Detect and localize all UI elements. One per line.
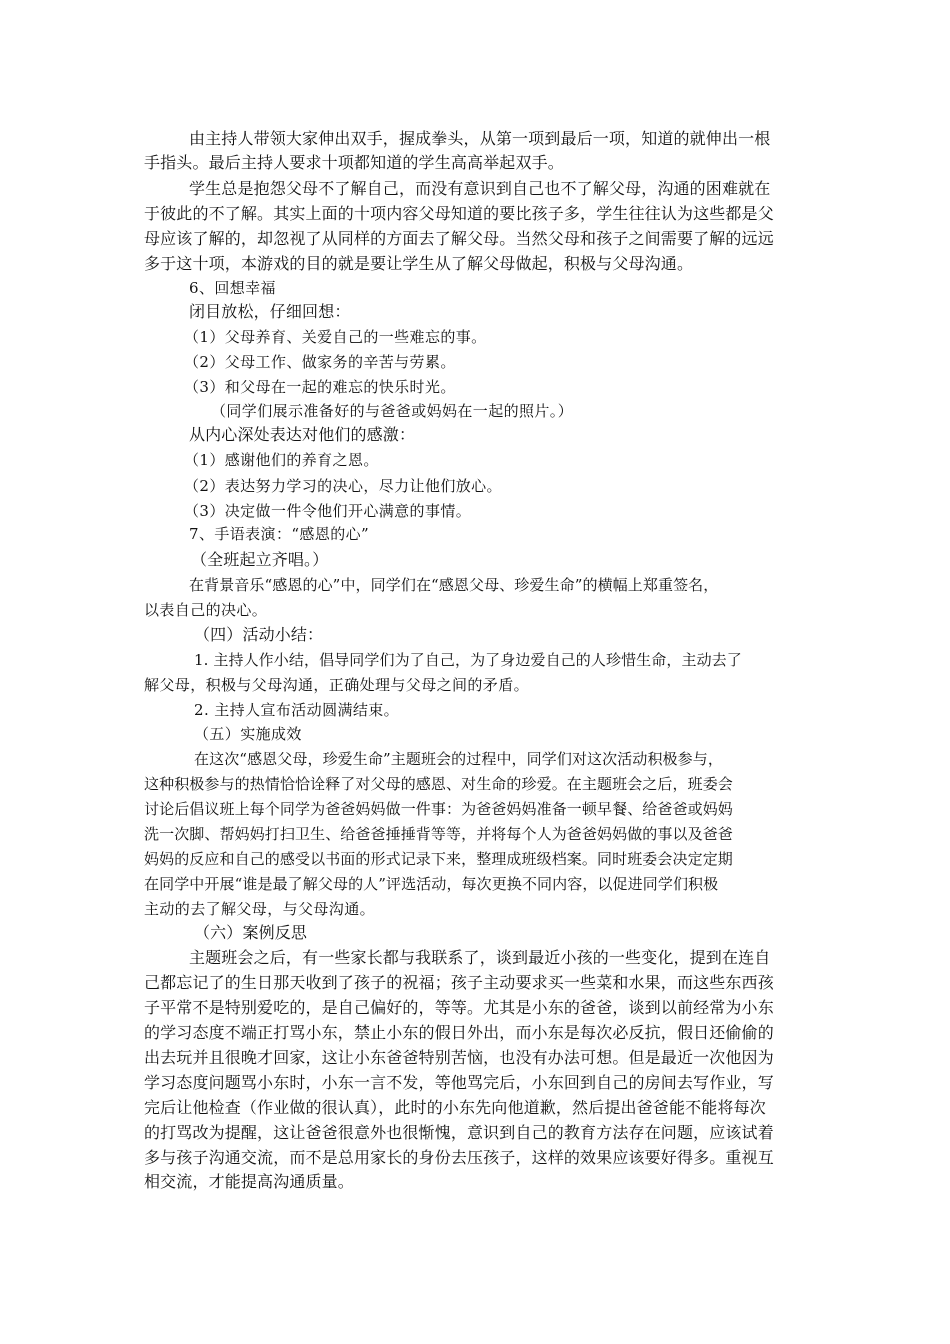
- paragraph-line: 1. 主持人作小结，倡导同学们为了自己，为了身边爱自己的人珍惜生命，主动去了: [194, 651, 742, 669]
- section-heading: 6、回想幸福: [189, 279, 276, 297]
- paragraph-line: （全班起立齐唱。）: [191, 550, 329, 569]
- paragraph-line: 由主持人带领大家伸出双手，握成拳头，从第一项到最后一项，知道的就伸出一根: [189, 129, 771, 148]
- paragraph-line: 多与孩子沟通交流，而不是总用家长的身份去压孩子，这样的效果应该要好得多。重视互: [144, 1148, 774, 1167]
- list-item: （2）表达努力学习的决心，尽力让他们放心。: [184, 477, 502, 495]
- paragraph-line: 妈妈的反应和自己的感受以书面的形式记录下来，整理成班级档案。同时班委会决定定期: [144, 850, 733, 868]
- paragraph-line: 的学习态度不端正打骂小东，禁止小东的假日外出，而小东是每次必反抗，假日还偷偷的: [144, 1023, 774, 1042]
- paragraph-line: 2. 主持人宣布活动圆满结束。: [194, 701, 400, 719]
- list-item: （2）父母工作、做家务的辛苦与劳累。: [184, 353, 456, 371]
- paragraph-line: 己都忘记了的生日那天收到了孩子的祝福；孩子主动要求买一些菜和水果，而这些东西孩: [144, 973, 774, 992]
- paragraph-line: 手指头。最后主持人要求十项都知道的学生高高举起双手。: [144, 153, 564, 172]
- section-heading: （六）案例反思: [194, 923, 308, 942]
- paragraph-line: 从内心深处表达对他们的感激：: [189, 425, 416, 444]
- paragraph-line: 闭目放松，仔细回想：: [189, 302, 351, 321]
- paragraph-line: 完后让他检查（作业做的很认真），此时的小东先向他道歉，然后提出爸爸能不能将每次: [144, 1098, 766, 1117]
- section-heading: 7、手语表演：“感恩的心”: [189, 525, 370, 543]
- paragraph-line: 学习态度问题骂小东时，小东一言不发，等他骂完后，小东回到自己的房间去写作业，写: [144, 1073, 774, 1092]
- section-heading: （四）活动小结：: [194, 625, 324, 644]
- paragraph-line: 于彼此的不了解。其实上面的十项内容父母知道的要比孩子多，学生往往认为这些都是父: [144, 204, 774, 223]
- paragraph-line: 解父母，积极与父母沟通，正确处理与父母之间的矛盾。: [144, 676, 530, 694]
- paragraph-line: 相交流，才能提高沟通质量。: [144, 1172, 354, 1191]
- paragraph-line: 出去玩并且很晚才回家，这让小东爸爸特别苦恼，也没有办法可想。但是最近一次他因为: [144, 1048, 774, 1067]
- paragraph-line: 主动的去了解父母，与父母沟通。: [144, 900, 376, 918]
- paragraph-line: （同学们展示准备好的与爸爸或妈妈在一起的照片。）: [211, 402, 574, 420]
- paragraph-line: 多于这十项，本游戏的目的就是要让学生从了解父母做起，积极与父母沟通。: [144, 254, 694, 273]
- paragraph-line: 学生总是抱怨父母不了解自己，而没有意识到自己也不了解父母，沟通的困难就在: [189, 179, 771, 198]
- list-item: （3）和父母在一起的难忘的快乐时光。: [184, 378, 456, 396]
- paragraph-line: 以表自己的决心。: [144, 601, 268, 619]
- paragraph-line: 这种积极参与的热情恰恰诠释了对父母的感恩、对生命的珍爱。在主题班会之后，班委会: [144, 775, 733, 793]
- paragraph-line: 子平常不是特别爱吃的，是自己偏好的，等等。尤其是小东的爸爸，谈到以前经常为小东: [144, 998, 774, 1017]
- paragraph-line: 主题班会之后，有一些家长都与我联系了，谈到最近小孩的一些变化，提到在连自: [189, 948, 771, 967]
- section-heading: （五）实施成效: [194, 725, 302, 743]
- paragraph-line: 洗一次脚、帮妈妈打扫卫生、给爸爸捶捶背等等，并将每个人为爸爸妈妈做的事以及爸爸: [144, 825, 733, 843]
- list-item: （3）决定做一件令他们开心满意的事情。: [184, 502, 472, 520]
- list-item: （1）父母养育、关爱自己的一些难忘的事。: [184, 328, 487, 346]
- paragraph-line: 讨论后倡议班上每个同学为爸爸妈妈做一件事：为爸爸妈妈准备一顿早餐、给爸爸或妈妈: [144, 800, 733, 818]
- paragraph-line: 在背景音乐“感恩的心”中，同学们在“感恩父母、珍爱生命”的横幅上郑重签名，: [189, 576, 719, 594]
- paragraph-line: 母应该了解的，却忽视了从同样的方面去了解父母。当然父母和孩子之间需要了解的远远: [144, 229, 774, 248]
- list-item: （1）感谢他们的养育之恩。: [184, 451, 379, 469]
- paragraph-line: 在同学中开展“谁是最了解父母的人”评选活动，每次更换不同内容，以促进同学们积极: [144, 875, 719, 893]
- paragraph-line: 的打骂改为提醒，这让爸爸很意外也很惭愧，意识到自己的教育方法存在问题，应该试着: [144, 1123, 774, 1142]
- paragraph-line: 在这次“感恩父母，珍爱生命”主题班会的过程中，同学们对这次活动积极参与，: [194, 750, 723, 768]
